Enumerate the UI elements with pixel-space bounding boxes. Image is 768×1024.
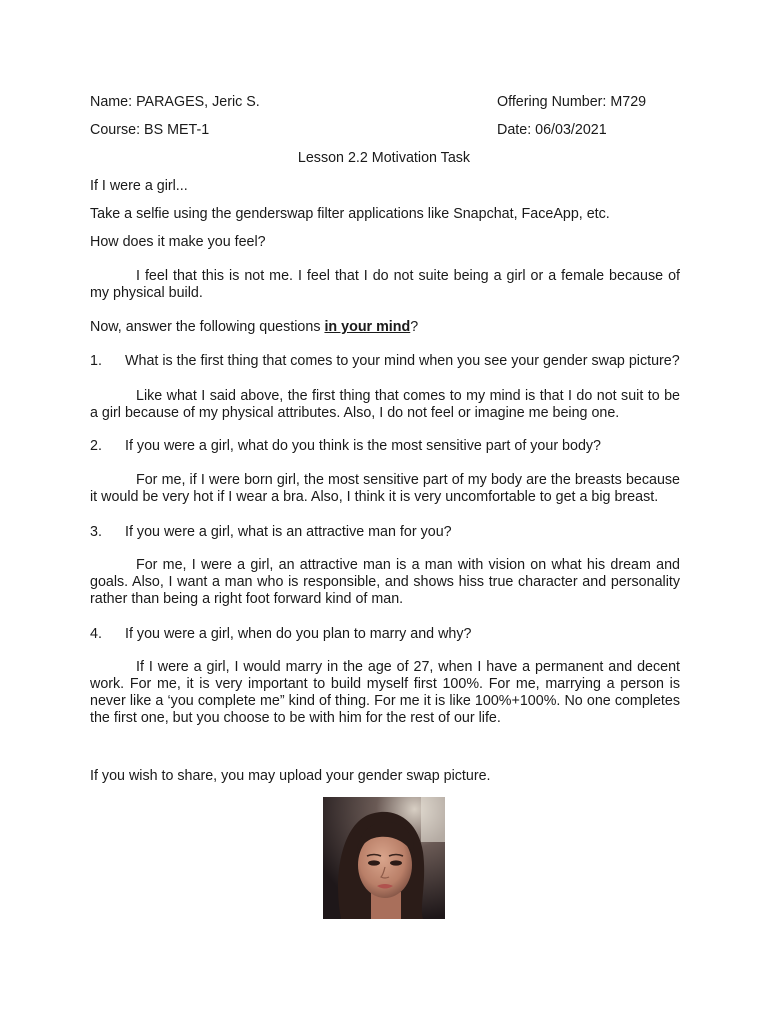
course: Course: BS MET-1 xyxy=(90,122,210,138)
answer-1: Like what I said above, the first thing that comes to my mind is that I do not suit to be a girl because of my physical attributes. Also, I do not feel or imagine me being one. xyxy=(90,388,680,421)
intro-answer: I feel that this is not me. I feel that I do not suite being a girl or a female because of my physical build. xyxy=(90,268,680,301)
student-name: Name: PARAGES, Jeric S. xyxy=(90,94,260,110)
prompt-end: ? xyxy=(410,319,419,335)
question-number: 1. xyxy=(90,353,102,369)
portrait-image xyxy=(323,797,445,919)
prompt-text: Now, answer the following questions xyxy=(90,319,325,335)
question-text: What is the first thing that comes to your mind when you see your gender swap picture? xyxy=(125,353,680,369)
question-3 xyxy=(90,524,452,541)
questions-prompt xyxy=(90,319,418,336)
prompt-emphasis: in your mind xyxy=(324,319,411,335)
answer-3: For me, I were a girl, an attractive man is a man with vision on what his dream and goals. Also, I want a man who is responsible, and shows hiss true character and personality rather than being a right foot forward kind of man. xyxy=(90,557,680,607)
closing-note: If you wish to share, you may upload your gender swap picture. xyxy=(90,768,491,784)
question-1 xyxy=(90,353,680,370)
intro-line-3: How does it make you feel? xyxy=(90,234,266,250)
lesson-title: Lesson 2.2 Motivation Task xyxy=(297,150,471,166)
question-4 xyxy=(90,626,471,643)
question-number: 3. xyxy=(90,524,102,540)
intro-line-1: If I were a girl... xyxy=(90,178,188,194)
question-2 xyxy=(90,438,601,455)
intro-line-2: Take a selfie using the genderswap filter applications like Snapchat, FaceApp, etc. xyxy=(90,206,610,222)
question-text: If you were a girl, when do you plan to marry and why? xyxy=(125,626,472,642)
answer-4: If I were a girl, I would marry in the age of 27, when I have a permanent and decent work. For me, it is very important to build myself first 100%. For me, marrying a person is never like a ‘you complete me” kind of thing. For me it is like 100%+100%. No one completes the first one, but you choose to be with him for the rest of our life. xyxy=(90,659,680,726)
offering-number: Offering Number: M729 xyxy=(497,94,647,110)
question-text: If you were a girl, what is an attractive man for you? xyxy=(125,524,452,540)
answer-2: For me, if I were born girl, the most sensitive part of my body are the breasts because it would be very hot if I wear a bra. Also, I think it is very uncomfortable to get a big breast. xyxy=(90,472,680,505)
question-number: 4. xyxy=(90,626,102,642)
date: Date: 06/03/2021 xyxy=(497,122,607,138)
gender-swap-photo xyxy=(323,797,445,919)
question-text: If you were a girl, what do you think is the most sensitive part of your body? xyxy=(125,438,602,454)
question-number: 2. xyxy=(90,438,102,454)
